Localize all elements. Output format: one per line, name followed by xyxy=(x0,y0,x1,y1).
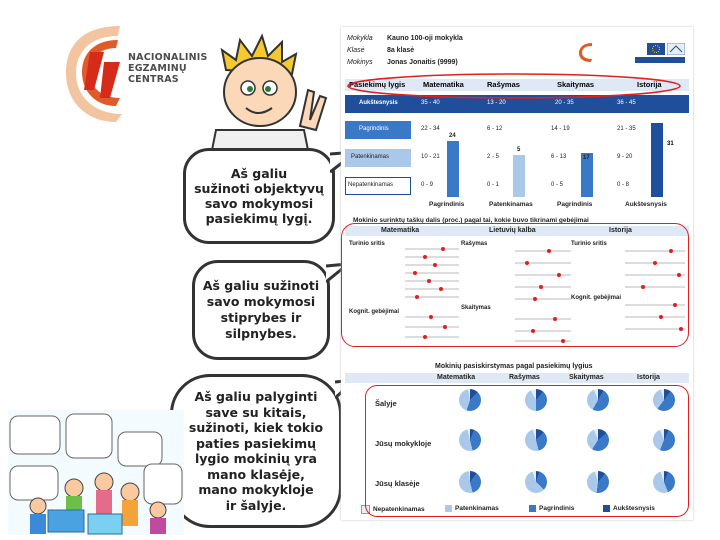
bubble-3-line-8: ir šalyje. xyxy=(225,497,287,513)
score-label-writing: 5 xyxy=(517,147,521,153)
field-label: Mokinys xyxy=(347,59,373,66)
funding-strip xyxy=(635,57,685,63)
s3-row-class: Jūsų klasėje xyxy=(375,479,420,488)
bottom-level-history: Aukštesnysis xyxy=(625,201,667,208)
highlight-box-section2 xyxy=(341,223,689,347)
level-range: 14 - 19 xyxy=(551,126,570,132)
bubble-1-line-4: pasiekimų lygį. xyxy=(205,211,313,226)
level-range: 0 - 1 xyxy=(487,182,500,188)
s3-reading: Skaitymas xyxy=(569,374,604,381)
bubble-1-line-1: Aš galiu xyxy=(230,166,288,181)
bottom-level-math: Pagrindinis xyxy=(429,201,465,208)
s2-lithuanian: Lietuvių kalba xyxy=(489,227,536,234)
header-math: Matematika xyxy=(423,80,464,89)
bubble-3-line-7: mano mokykloje xyxy=(198,482,314,497)
s3-writing: Rašymas xyxy=(509,374,540,381)
highlight-oval-header xyxy=(345,71,683,101)
level-range: 22 - 34 xyxy=(421,126,440,132)
bottom-level-writing: Patenkinamas xyxy=(489,201,533,208)
logo-line-1: NACIONALINIS xyxy=(128,52,208,63)
bubble-1-line-2: sužinoti objektyvų xyxy=(194,181,324,196)
header-history: Istorija xyxy=(637,80,662,89)
section3-title: Mokinių pasiskirstymas pagal pasiekimų lygius xyxy=(435,363,593,370)
report-field-student xyxy=(347,59,458,66)
esf-logo-icon xyxy=(667,43,685,55)
s2-right-content: Turinio sritis xyxy=(571,241,607,247)
bubble-2-line-2: savo mokymosi xyxy=(206,294,316,309)
level-name: Pagrindinis xyxy=(359,126,389,132)
s2-math: Matematika xyxy=(381,227,420,234)
highlight-box-section3 xyxy=(365,385,689,517)
bottom-levels xyxy=(345,201,689,211)
level-range: 6 - 13 xyxy=(551,154,567,160)
logo-line-3: CENTRAS xyxy=(128,74,179,85)
level-range: 0 - 9 xyxy=(421,182,434,188)
report-small-logos xyxy=(577,41,687,67)
bubble-1-line-3: savo mokymosi xyxy=(204,196,314,211)
score-label-history: 31 xyxy=(667,141,674,147)
field-label: Klasė xyxy=(347,47,365,54)
level-name: Patenkinamas xyxy=(351,154,390,160)
level-name: Aukštesnysis xyxy=(359,100,398,106)
level-range: 0 - 5 xyxy=(551,182,564,188)
score-bar-history xyxy=(651,123,663,197)
bottom-level-reading: Pagrindinis xyxy=(557,201,593,208)
speech-bubble-compare xyxy=(170,374,342,528)
legend-label: Patenkinamas xyxy=(455,505,499,513)
bubble-3-line-6: mano klasėje, xyxy=(207,466,305,482)
header-level: Pasiekimų lygis xyxy=(349,80,406,89)
s2-mid-reading: Skaitymas xyxy=(461,305,491,311)
score-bar-math xyxy=(447,141,459,197)
bubble-2-line-3: stiprybes ir xyxy=(220,310,302,325)
student-report-page xyxy=(341,27,693,520)
level-row-basic xyxy=(345,121,689,139)
legend-label: Nepatenkinamas xyxy=(373,506,425,514)
bubble-3-line-5: lygio mokinių yra xyxy=(195,451,317,466)
bubble-2-line-1: Aš galiu sužinoti xyxy=(202,278,320,293)
level-range: 20 - 35 xyxy=(555,100,574,106)
s3-history: Istorija xyxy=(637,374,660,381)
level-range: 36 - 45 xyxy=(617,100,636,106)
legend-label: Aukštesnysis xyxy=(613,505,655,513)
score-label-reading: 17 xyxy=(583,155,590,161)
level-range: 35 - 40 xyxy=(421,100,440,106)
s3-math: Matematika xyxy=(437,374,476,381)
level-range: 21 - 35 xyxy=(617,126,636,132)
children-illustration xyxy=(8,410,184,535)
logo-line-2: EGZAMINŲ xyxy=(128,63,187,74)
report-field-school xyxy=(347,35,463,42)
level-range: 2 - 5 xyxy=(487,154,500,160)
s3-row-country: Šalyje xyxy=(375,399,397,408)
bubble-2-line-4: silpnybes. xyxy=(225,326,297,341)
s2-right-cognitive: Kognit. gebėjimai xyxy=(571,295,622,301)
field-label: Mokykla xyxy=(347,35,373,42)
speech-bubble-strengths xyxy=(192,260,330,360)
s3-row-school: Jūsų mokykloje xyxy=(375,439,432,448)
level-range: 13 - 20 xyxy=(487,100,506,106)
bubble-3-line-2: save su kitais, xyxy=(205,404,307,420)
score-bar-writing xyxy=(513,155,525,197)
level-range: 9 - 20 xyxy=(617,154,633,160)
bubble-3-line-1: Aš galiu palyginti xyxy=(194,389,318,404)
nec-small-logo-icon xyxy=(577,41,597,63)
level-range: 6 - 12 xyxy=(487,126,503,132)
bubble-3-line-3: sužinoti, kiek tokio xyxy=(188,420,324,435)
level-range: 10 - 21 xyxy=(421,154,440,160)
field-value: Kauno 100-oji mokykla xyxy=(386,35,463,42)
s2-history: Istorija xyxy=(609,227,632,234)
eu-flag-icon xyxy=(647,43,665,55)
score-label-math: 24 xyxy=(449,133,456,139)
section2-title: Mokinio surinktų taškų dalis (proc.) pagal tai, kokie buvo tikrinami gebėjimai xyxy=(353,217,589,224)
header-writing: Rašymas xyxy=(487,80,520,89)
speech-bubble-objective-level xyxy=(183,148,335,244)
header-reading: Skaitymas xyxy=(557,80,595,89)
s2-mid-writing: Rašymas xyxy=(461,241,488,247)
bubble-3-line-4: paties pasiekimų xyxy=(195,435,317,451)
section3-subjects xyxy=(345,373,689,383)
field-value: Jonas Jonaitis (9999) xyxy=(386,59,458,66)
s2-left-cognitive: Kognit. gebėjimai xyxy=(349,309,400,315)
level-name: Nepatenkinamas xyxy=(348,182,394,188)
logo xyxy=(60,18,210,128)
report-field-class xyxy=(347,47,414,54)
s2-left-content: Turinio sritis xyxy=(349,241,385,247)
level-range: 0 - 8 xyxy=(617,182,630,188)
levels-grid xyxy=(345,93,689,201)
legend-label: Pagrindinis xyxy=(539,505,575,513)
field-value: 8a klasė xyxy=(386,47,415,54)
